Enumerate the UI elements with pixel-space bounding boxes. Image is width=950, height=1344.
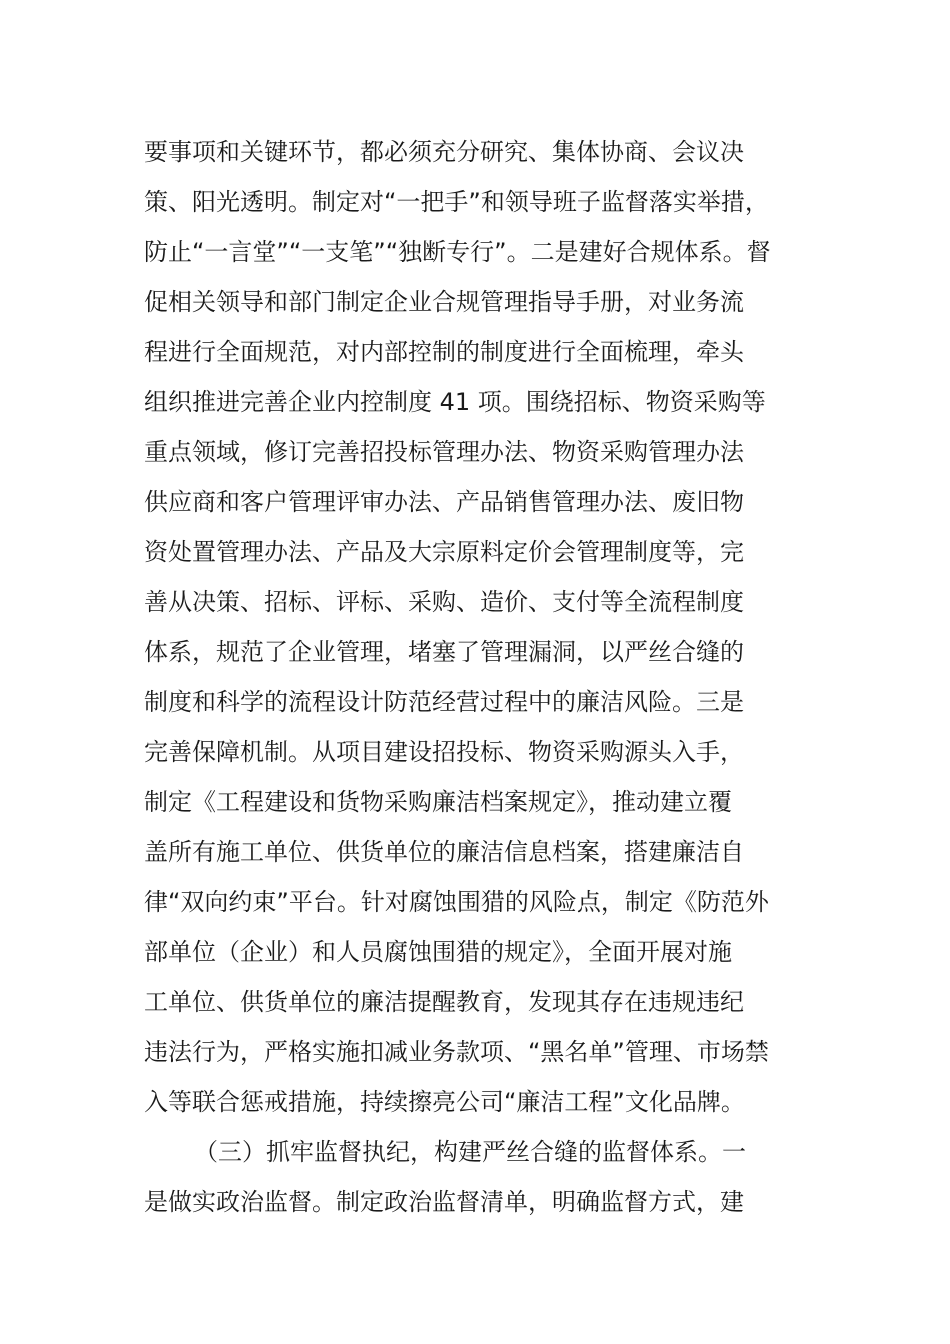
text-line: 供应商和客户管理评审办法、产品销售管理办法、废旧物	[144, 488, 744, 516]
text-line: 入等联合惩戒措施，持续擦亮公司“廉洁工程”文化品牌。	[144, 1088, 745, 1116]
text-line: 善从决策、招标、评标、采购、造价、支付等全流程制度	[144, 588, 744, 616]
text-line: 律“双向约束”平台。针对腐蚀围猎的风险点，制定《防范外	[144, 888, 769, 916]
text-line: 完善保障机制。从项目建设招投标、物资采购源头入手，	[144, 738, 744, 766]
text-line: 组织推进完善企业内控制度 41 项。围绕招标、物资采购等	[144, 388, 766, 416]
text-line: 是做实政治监督。制定政治监督清单，明确监督方式，建	[144, 1188, 744, 1216]
text-line: 资处置管理办法、产品及大宗原料定价会管理制度等，完	[144, 538, 744, 566]
text-line: 制定《工程建设和货物采购廉洁档案规定》，推动建立覆	[144, 788, 732, 816]
body-text	[144, 127, 814, 1227]
text-line: 程进行全面规范，对内部控制的制度进行全面梳理，牵头	[144, 338, 744, 366]
text-line: 防止“一言堂”“一支笔”“独断专行”。二是建好合规体系。督	[144, 238, 771, 266]
text-line: 重点领域，修订完善招投标管理办法、物资采购管理办法	[144, 438, 744, 466]
text-line: 部单位（企业）和人员腐蚀围猎的规定》，全面开展对施	[144, 938, 732, 966]
text-line: 体系，规范了企业管理，堵塞了管理漏洞，以严丝合缝的	[144, 638, 744, 666]
text-line: 制度和科学的流程设计防范经营过程中的廉洁风险。三是	[144, 688, 744, 716]
text-line: 违法行为，严格实施扣减业务款项、“黑名单”管理、市场禁	[144, 1038, 769, 1066]
section-heading-line: （三）抓牢监督执纪，构建严丝合缝的监督体系。一	[194, 1138, 746, 1166]
text-line: 促相关领导和部门制定企业合规管理指导手册，对业务流	[144, 288, 744, 316]
text-line: 工单位、供货单位的廉洁提醒教育，发现其存在违规违纪	[144, 988, 744, 1016]
text-line: 盖所有施工单位、供货单位的廉洁信息档案，搭建廉洁自	[144, 838, 744, 866]
text-line: 策、阳光透明。制定对“一把手”和领导班子监督落实举措，	[144, 188, 769, 216]
text-line: 要事项和关键环节，都必须充分研究、集体协商、会议决	[144, 138, 744, 166]
